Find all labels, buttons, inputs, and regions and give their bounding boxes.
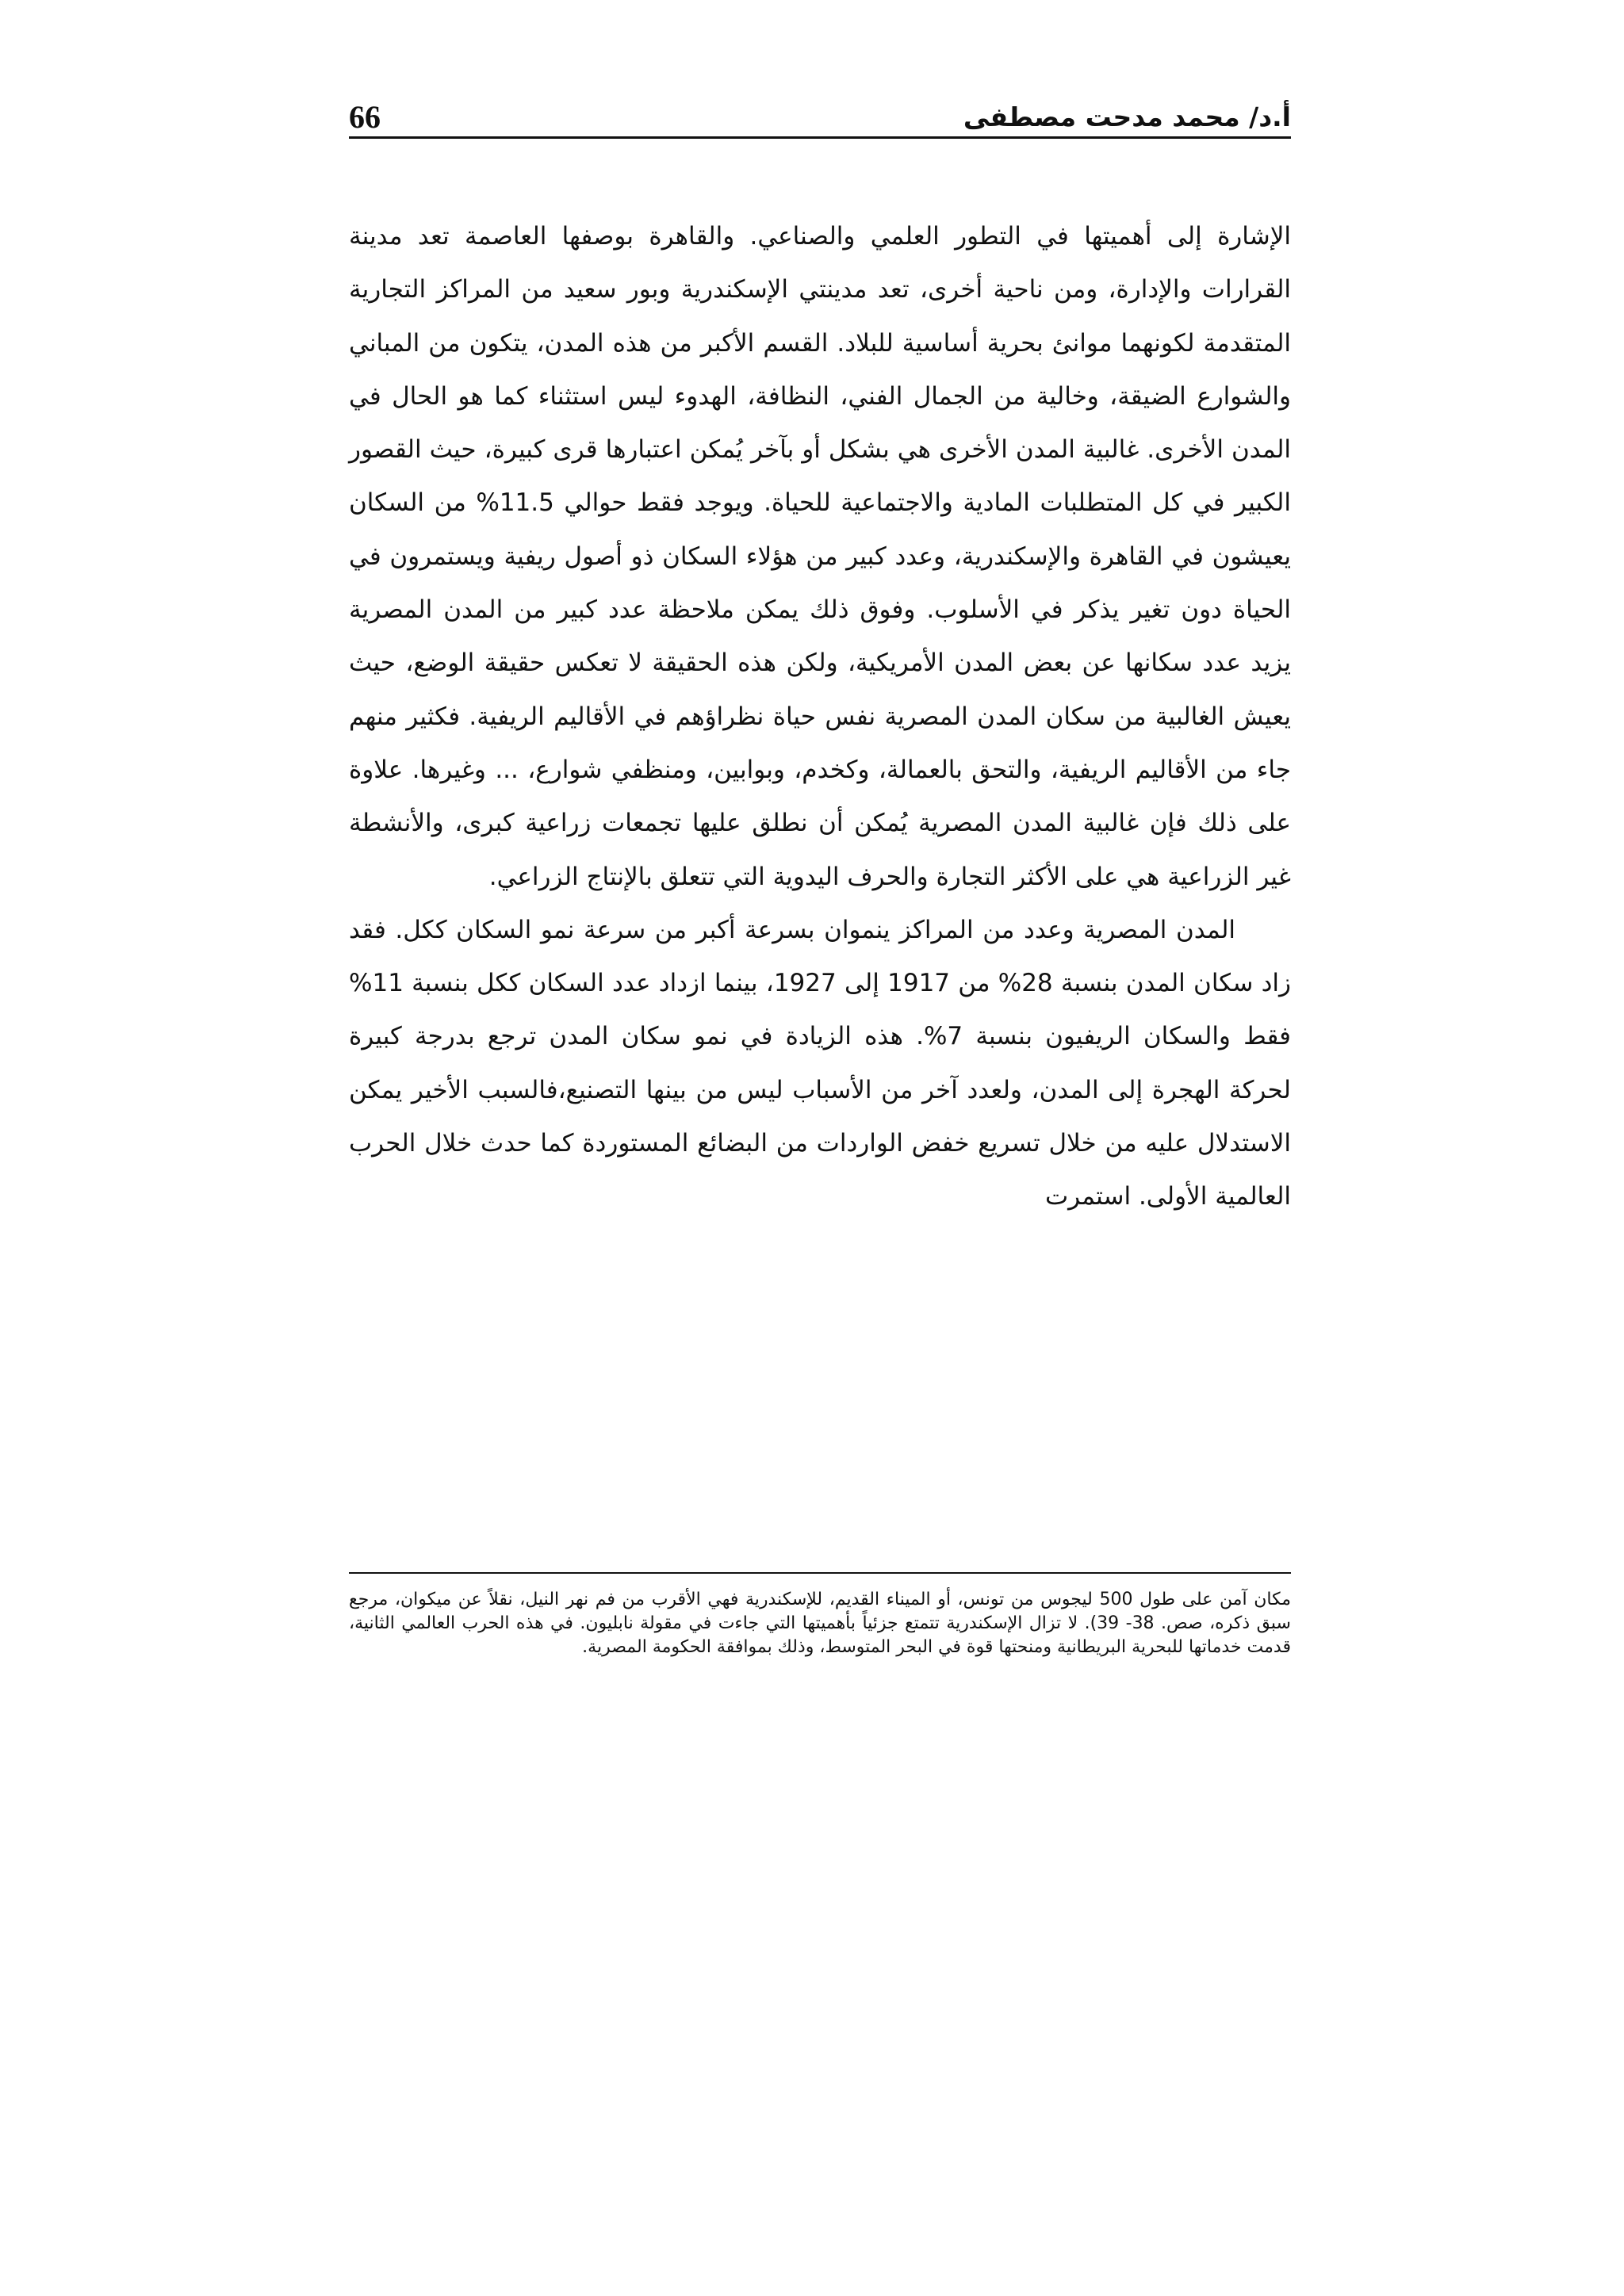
running-header [349, 89, 1291, 136]
header-rule [349, 136, 1291, 139]
page-number: 66 [349, 99, 381, 135]
footnote-rule [349, 1572, 1291, 1574]
paragraph-1: الإشارة إلى أهميتها في التطور العلمي والصناعي. والقاهرة بوصفها العاصمة تعد مدينة القرارات والإدارة، ومن ناحية أخرى، تعد مدينتي الإسكندرية وبور سعيد من المراكز التجارية المتقدمة لكونهما موانئ بحرية أساسية للبلاد. القسم الأكبر من هذه المدن، يتكون من المباني والشوارع الضيقة، وخالية من الجمال الفني، النظافة، الهدوء ليس استثناء كما هو الحال في المدن الأخرى. غالبية المدن الأخرى هي بشكل أو بآخر يُمكن اعتبارها قرى كبيرة، حيث القصور الكبير في كل المتطلبات المادية والاجتماعية للحياة. ويوجد فقط حوالي 11.5% من السكان يعيشون في القاهرة والإسكندرية، وعدد كبير من هؤلاء السكان ذو أصول ريفية ويستمرون في الحياة دون تغير يذكر في الأسلوب. وفوق ذلك يمكن ملاحظة عدد كبير من المدن المصرية يزيد عدد سكانها عن بعض المدن الأمريكية، ولكن هذه الحقيقة لا تعكس حقيقة الوضع، حيث يعيش الغالبية من سكان المدن المصرية نفس حياة نظراؤهم في الأقاليم الريفية. فكثير منهم جاء من الأقاليم الريفية، والتحق بالعمالة، وكخدم، وبوابين، ومنظفي شوارع، ... وغيرها. علاوة على ذلك فإن غالبية المدن المصرية يُمكن أن نطلق عليها تجمعات زراعية كبرى، والأنشطة غير الزراعية هي على الأكثر التجارة والحرف اليدوية التي تتعلق بالإنتاج الزراعي. [349, 222, 1291, 891]
paragraph-2: المدن المصرية وعدد من المراكز ينموان بسرعة أكبر من سرعة نمو السكان ككل. فقد زاد سكان المدن بنسبة 28% من 1917 إلى 1927، بينما ازداد عدد السكان ككل بنسبة 11% فقط والسكان الريفيون بنسبة 7%. هذه الزيادة في نمو سكان المدن ترجع بدرجة كبيرة لحركة الهجرة إلى المدن، ولعدد آخر من الأسباب ليس من بينها التصنيع،فالسبب الأخير يمكن الاستدلال عليه من خلال تسريع خفض الواردات من البضائع المستوردة كما حدث خلال الحرب العالمية الأولى. استمرت [349, 915, 1292, 1211]
footnote [349, 1588, 1291, 1659]
body-text [349, 210, 1291, 1224]
author-name: أ.د/ محمد مدحت مصطفى [963, 101, 1291, 132]
footnote-text: مكان آمن على طول 500 ليجوس من تونس، أو الميناء القديم، للإسكندرية فهي الأقرب من فم نهر النيل، نقلاً عن ميكوان، مرجع سبق ذكره، صص. 38- 39). لا تزال الإسكندرية تتمتع جزئياً بأهميتها التي جاءت في مقولة نابليون. في هذه الحرب العالمي الثانية، قدمت خدماتها للبحرية البريطانية ومنحتها قوة في البحر المتوسط، وذلك بموافقة الحكومة المصرية. [349, 1590, 1291, 1657]
